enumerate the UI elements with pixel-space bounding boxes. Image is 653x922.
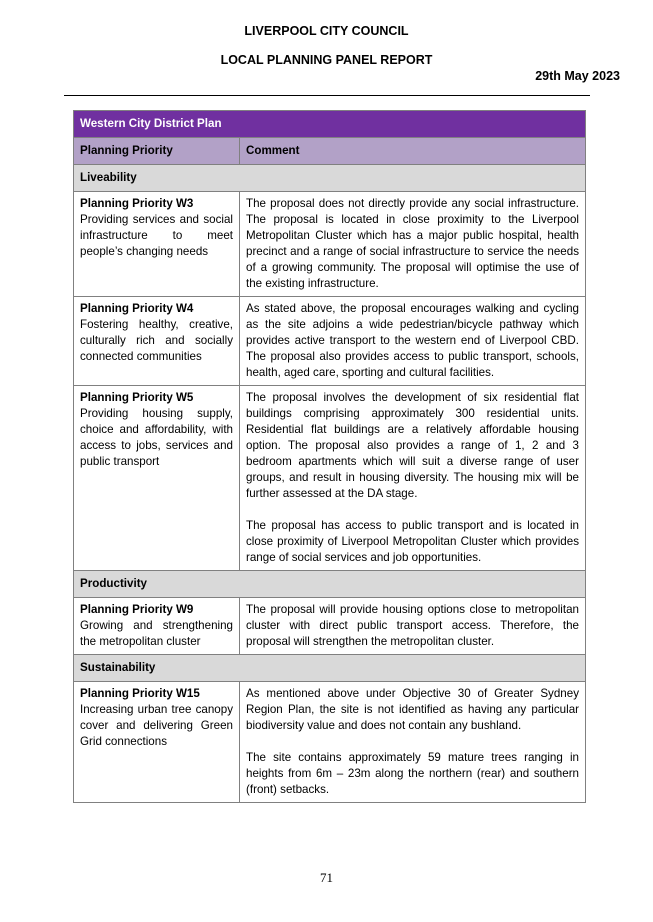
report-date: 29th May 2023	[535, 69, 620, 83]
section-label-sustainability: Sustainability	[74, 655, 586, 682]
comment-cell	[240, 386, 586, 571]
table-row	[74, 297, 586, 386]
priority-description: Increasing urban tree canopy cover and delivering Green Grid connections	[80, 703, 233, 748]
priority-name: Planning Priority W3	[80, 197, 194, 210]
column-header-comment: Comment	[240, 138, 586, 165]
priority-cell	[74, 598, 240, 655]
column-header-priority: Planning Priority	[74, 138, 240, 165]
comment-paragraph: The proposal involves the development of six residential flat buildings comprising approximately 300 residential units. Residential flat buildings are a relatively affordable housing option. The proposal also provides a range of 1, 2 and 3 bedroom apartments which will suit a diverse range of user groups, and result in housing diversity. The housing mix will be further assessed at the DA stage.	[246, 391, 579, 500]
comment-paragraph: The proposal will provide housing options close to metropolitan cluster with direct public transport access. Therefore, the proposal will strengthen the metropolitan cluster.	[246, 603, 579, 648]
section-row	[74, 571, 586, 598]
table-header-row	[74, 138, 586, 165]
priority-name: Planning Priority W15	[80, 687, 200, 700]
priority-name: Planning Priority W9	[80, 603, 194, 616]
comment-paragraph: The site contains approximately 59 mature trees ranging in heights from 6m – 23m along the northern (rear) and southern (front) setbacks.	[246, 751, 579, 796]
priority-description: Fostering healthy, creative, culturally rich and socially connected communities	[80, 318, 233, 363]
section-row	[74, 655, 586, 682]
table-row	[74, 192, 586, 297]
comment-paragraph: The proposal has access to public transport and is located in close proximity of Liverpool Metropolitan Cluster which provides range of social services and job opportunities.	[246, 519, 579, 564]
comment-paragraph: The proposal does not directly provide any social infrastructure. The proposal is located in close proximity to the Liverpool Metropolitan Cluster which has a major public hospital, health precinct and a range of social infrastructure to service the needs of a growing community. The proposal will optimise the use of the existing infrastructure.	[246, 197, 579, 290]
table-title-row	[74, 111, 586, 138]
comment-cell	[240, 297, 586, 386]
priority-name: Planning Priority W5	[80, 391, 194, 404]
priority-cell	[74, 192, 240, 297]
priority-description: Growing and strengthening the metropolitan cluster	[80, 619, 233, 648]
page-number: 71	[320, 870, 333, 885]
planning-priority-table	[73, 110, 586, 803]
table-row	[74, 598, 586, 655]
comment-cell	[240, 682, 586, 803]
priority-description: Providing services and social infrastructure to meet people’s changing needs	[80, 213, 233, 258]
report-title: LOCAL PLANNING PANEL REPORT	[220, 53, 433, 67]
table-row	[74, 386, 586, 571]
priority-description: Providing housing supply, choice and affordability, with access to jobs, services and public transport	[80, 407, 233, 468]
comment-cell	[240, 192, 586, 297]
section-label-liveability: Liveability	[74, 165, 586, 192]
section-label-productivity: Productivity	[74, 571, 586, 598]
comment-paragraph: As stated above, the proposal encourages walking and cycling as the site adjoins a wide pedestrian/bicycle pathway which provides active transport to the western end of Liverpool CBD. The proposal also provides access to public transport, schools, health, aged care, sporting and cultural facilities.	[246, 302, 579, 379]
table-title: Western City District Plan	[74, 111, 586, 138]
header-divider	[64, 95, 590, 96]
priority-name: Planning Priority W4	[80, 302, 194, 315]
priority-cell	[74, 682, 240, 803]
table-row	[74, 682, 586, 803]
council-name: LIVERPOOL CITY COUNCIL	[244, 24, 409, 38]
comment-paragraph: As mentioned above under Objective 30 of Greater Sydney Region Plan, the site is not identified as having any particular biodiversity value and does not contain any bushland.	[246, 687, 579, 732]
comment-cell	[240, 598, 586, 655]
section-row	[74, 165, 586, 192]
priority-cell	[74, 386, 240, 571]
priority-cell	[74, 297, 240, 386]
